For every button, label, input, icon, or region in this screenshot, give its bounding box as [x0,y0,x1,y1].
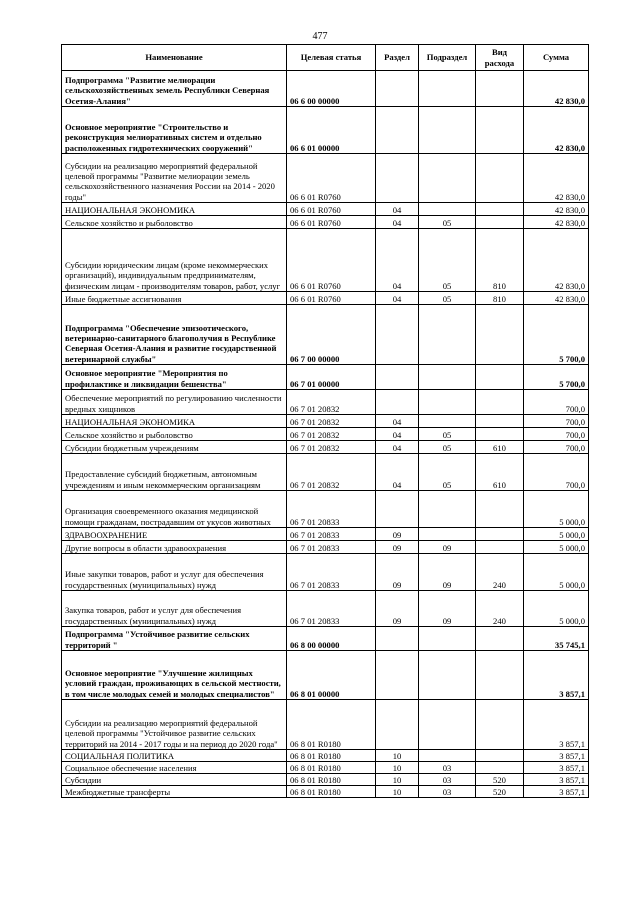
cell-section: 04 [376,292,419,305]
cell-name: Основное мероприятие "Строительство и реконструкция мелиоративных систем и отдельно расположенных гидротехнических сооружений" [62,107,287,154]
cell-amount: 42 830,0 [524,229,589,292]
cell-code: 06 6 01 R0760 [287,154,376,203]
cell-code: 06 7 01 20832 [287,428,376,441]
cell-name: Субсидии бюджетным учреждениям [62,441,287,454]
cell-code: 06 7 00 00000 [287,305,376,365]
cell-amount: 42 830,0 [524,203,589,216]
cell-code: 06 7 01 20833 [287,528,376,541]
cell-name: Организация своевременного оказания медицинской помощи гражданам, пострадавшим от укусов животных [62,491,287,528]
cell-name: Закупка товаров, работ и услуг для обеспечения государственных (муниципальных) нужд [62,591,287,627]
cell-amount: 5 000,0 [524,591,589,627]
table-row [62,305,589,365]
cell-type [476,71,524,107]
cell-subsection [419,750,476,762]
cell-amount: 5 000,0 [524,491,589,528]
cell-subsection [419,203,476,216]
cell-name: Основное мероприятие "Улучшение жилищных условий граждан, проживающих в сельской местности, в том числе молодых семей и молодых специалистов" [62,651,287,700]
cell-amount: 700,0 [524,441,589,454]
cell-section [376,651,419,700]
cell-type [476,216,524,229]
cell-name: Подпрограмма "Устойчивое развитие сельских территорий " [62,627,287,651]
table-row [62,203,589,216]
cell-code: 06 7 01 20832 [287,454,376,491]
cell-type: 240 [476,554,524,591]
cell-section: 04 [376,415,419,428]
cell-subsection [419,365,476,390]
cell-name: НАЦИОНАЛЬНАЯ ЭКОНОМИКА [62,203,287,216]
cell-code: 06 7 01 20833 [287,541,376,554]
cell-type [476,415,524,428]
cell-amount: 5 700,0 [524,305,589,365]
cell-type: 520 [476,786,524,798]
cell-amount: 3 857,1 [524,786,589,798]
cell-code: 06 8 01 R0180 [287,774,376,786]
cell-type [476,305,524,365]
cell-name: СОЦИАЛЬНАЯ ПОЛИТИКА [62,750,287,762]
cell-code: 06 7 01 20832 [287,390,376,415]
cell-amount: 42 830,0 [524,71,589,107]
cell-amount: 42 830,0 [524,154,589,203]
cell-amount: 700,0 [524,415,589,428]
cell-section [376,627,419,651]
table-row [62,627,589,651]
cell-name: Социальное обеспечение населения [62,762,287,774]
cell-name: Субсидии на реализацию мероприятий федеральной целевой программы "Развитие мелиорации земель сельскохозяйственного назначения России на 2014 - 2020 годы" [62,154,287,203]
cell-subsection: 05 [419,441,476,454]
cell-section [376,305,419,365]
cell-subsection [419,305,476,365]
table-row [62,454,589,491]
cell-code: 06 6 01 R0760 [287,216,376,229]
cell-section: 10 [376,774,419,786]
cell-section: 10 [376,762,419,774]
page-number: 477 [312,31,328,42]
cell-code: 06 6 01 00000 [287,107,376,154]
cell-name: Межбюджетные трансферты [62,786,287,798]
cell-type [476,651,524,700]
cell-code: 06 7 01 20832 [287,415,376,428]
table-row [62,71,589,107]
cell-subsection: 03 [419,762,476,774]
cell-code: 06 7 01 20832 [287,441,376,454]
cell-name: Сельское хозяйство и рыболовство [62,216,287,229]
cell-code: 06 7 01 20833 [287,491,376,528]
cell-subsection: 03 [419,774,476,786]
cell-subsection [419,651,476,700]
cell-section [376,491,419,528]
cell-amount: 5 000,0 [524,528,589,541]
table-row [62,491,589,528]
cell-name: Субсидии юридическим лицам (кроме некоммерческих организаций), индивидуальным предпринимателям, физическим лицам - производителям товаров, работ, услуг [62,229,287,292]
cell-amount: 700,0 [524,454,589,491]
cell-code: 06 8 01 00000 [287,651,376,700]
cell-amount: 3 857,1 [524,774,589,786]
header-name: Наименование [62,45,287,71]
cell-name: Сельское хозяйство и рыболовство [62,428,287,441]
cell-type: 520 [476,774,524,786]
cell-subsection: 03 [419,786,476,798]
cell-code: 06 6 01 R0760 [287,229,376,292]
cell-type [476,203,524,216]
cell-type [476,750,524,762]
cell-amount: 3 857,1 [524,750,589,762]
cell-amount: 5 000,0 [524,541,589,554]
cell-section: 04 [376,229,419,292]
cell-code: 06 7 01 20833 [287,591,376,627]
header-code: Целевая статья [287,45,376,71]
cell-type [476,541,524,554]
table-row [62,541,589,554]
cell-section [376,107,419,154]
cell-code: 06 8 00 00000 [287,627,376,651]
cell-name: Подпрограмма "Развитие мелиорации сельскохозяйственных земель Республики Северная Осетия-Алания" [62,71,287,107]
cell-amount: 700,0 [524,428,589,441]
cell-section: 09 [376,528,419,541]
cell-section [376,71,419,107]
budget-table [61,44,589,798]
cell-type [476,154,524,203]
cell-code: 06 7 01 00000 [287,365,376,390]
table-row [62,750,589,762]
table-row [62,441,589,454]
cell-section: 04 [376,428,419,441]
cell-amount: 3 857,1 [524,651,589,700]
cell-subsection: 09 [419,541,476,554]
cell-amount: 42 830,0 [524,292,589,305]
table-row [62,154,589,203]
table-row [62,107,589,154]
cell-code: 06 8 01 R0180 [287,750,376,762]
cell-code: 06 7 01 20833 [287,554,376,591]
cell-amount: 35 745,1 [524,627,589,651]
table-row [62,390,589,415]
cell-code: 06 6 01 R0760 [287,203,376,216]
cell-code: 06 6 00 00000 [287,71,376,107]
cell-section [376,700,419,750]
table-body [62,71,589,798]
cell-name: Предоставление субсидий бюджетным, автономным учреждениям и иным некоммерческим организациям [62,454,287,491]
cell-type [476,107,524,154]
table-row [62,528,589,541]
cell-subsection [419,71,476,107]
table-row [62,786,589,798]
cell-name: Субсидии [62,774,287,786]
header-subsection: Подраздел [419,45,476,71]
cell-subsection: 05 [419,229,476,292]
cell-type: 810 [476,229,524,292]
cell-subsection: 05 [419,216,476,229]
cell-type [476,762,524,774]
table-row [62,365,589,390]
cell-section: 10 [376,786,419,798]
cell-subsection [419,700,476,750]
header-row [62,45,589,71]
cell-amount: 3 857,1 [524,700,589,750]
cell-type [476,627,524,651]
cell-name: ЗДРАВООХРАНЕНИЕ [62,528,287,541]
cell-amount: 700,0 [524,390,589,415]
cell-type [476,428,524,441]
cell-section: 04 [376,441,419,454]
cell-name: Субсидии на реализацию мероприятий федеральной целевой программы "Устойчивое развитие сельских территорий на 2014 - 2017 годы и на период до 2020 года" [62,700,287,750]
cell-section: 04 [376,454,419,491]
table-row [62,292,589,305]
cell-code: 06 8 01 R0180 [287,786,376,798]
cell-subsection [419,415,476,428]
cell-type [476,390,524,415]
cell-type [476,700,524,750]
table-row [62,229,589,292]
cell-type: 810 [476,292,524,305]
cell-type [476,491,524,528]
cell-subsection [419,390,476,415]
cell-name: Другие вопросы в области здравоохранения [62,541,287,554]
cell-subsection [419,528,476,541]
cell-code: 06 8 01 R0180 [287,762,376,774]
cell-section [376,365,419,390]
cell-section: 04 [376,216,419,229]
cell-amount: 42 830,0 [524,107,589,154]
cell-section [376,154,419,203]
cell-name: Основное мероприятие "Мероприятия по профилактике и ликвидации бешенства" [62,365,287,390]
cell-type [476,528,524,541]
cell-amount: 5 000,0 [524,554,589,591]
table-row [62,415,589,428]
table-row [62,651,589,700]
cell-code: 06 8 01 R0180 [287,700,376,750]
cell-subsection [419,627,476,651]
cell-subsection: 05 [419,428,476,441]
cell-type: 610 [476,441,524,454]
cell-name: НАЦИОНАЛЬНАЯ ЭКОНОМИКА [62,415,287,428]
cell-amount: 42 830,0 [524,216,589,229]
table-row [62,216,589,229]
cell-subsection: 09 [419,591,476,627]
cell-amount: 3 857,1 [524,762,589,774]
cell-subsection: 09 [419,554,476,591]
cell-subsection: 05 [419,454,476,491]
cell-subsection [419,154,476,203]
cell-section: 04 [376,203,419,216]
cell-subsection [419,107,476,154]
header-amount: Сумма [524,45,589,71]
table-row [62,774,589,786]
cell-name: Обеспечение мероприятий по регулированию численности вредных хищников [62,390,287,415]
table-row [62,762,589,774]
cell-section: 09 [376,541,419,554]
table-row [62,700,589,750]
cell-section: 09 [376,591,419,627]
cell-name: Иные бюджетные ассигнования [62,292,287,305]
cell-type: 240 [476,591,524,627]
cell-name: Подпрограмма "Обеспечение эпизоотического, ветеринарно-санитарного благополучия в Республике Северная Осетия-Алания и развитие государственной ветеринарной службы" [62,305,287,365]
cell-section: 09 [376,554,419,591]
header-section: Раздел [376,45,419,71]
cell-type [476,365,524,390]
cell-name: Иные закупки товаров, работ и услуг для обеспечения государственных (муниципальных) нужд [62,554,287,591]
table-row [62,591,589,627]
table-row [62,428,589,441]
cell-amount: 5 700,0 [524,365,589,390]
cell-subsection: 05 [419,292,476,305]
cell-section [376,390,419,415]
header-type: Вид расхода [476,45,524,71]
cell-type: 610 [476,454,524,491]
cell-section: 10 [376,750,419,762]
table-row [62,554,589,591]
cell-subsection [419,491,476,528]
cell-code: 06 6 01 R0760 [287,292,376,305]
